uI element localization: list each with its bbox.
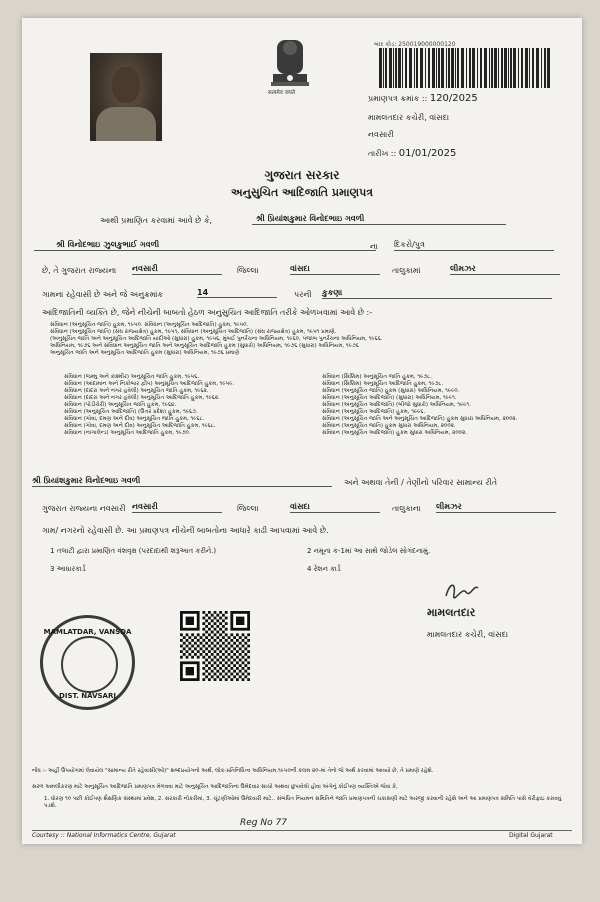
applicant-photo <box>90 53 162 141</box>
certify-text: આથી પ્રમાણિત કરવામાં આવે છે કે, <box>100 216 213 225</box>
emblem-motto: सत्यमेव जयते <box>268 90 296 96</box>
taluka-value-2: વાંસદા <box>290 502 380 513</box>
signatory-title: મામલતદાર <box>427 606 476 619</box>
note-text: નોંધ :- અહીં ઉપયોગમાં લેવાયેલ "સામાન્ય રીતે રહેવાસી(ઓ)" શબ્દપ્રયોગનો અર્થ, લોક-પ્રતિનિધિત્વ અધિનિયમ,૧૯૫૦ની કલમ ૨૦-માં તેનો જે અર્થ કરવામાં આવ્યો છે, તે પ્રમાણે રહેશે. <box>32 768 434 774</box>
father-name: શ્રી વિનોદભાઇ ઝુલકુભાઈ ગવળી <box>34 240 376 251</box>
stamp-top-text: MAMLATDAR, VANSDA <box>43 628 132 636</box>
government-title: ગુજરાત સરકાર <box>264 168 340 182</box>
certificate-number-label: પ્રમાણપત્ર ક્રમાંક :: <box>368 94 428 103</box>
certificate-title: અનુસુચિત આદિજાતિ પ્રમાણપત્ર <box>230 186 374 199</box>
signatory-office: મામલતદાર કચેરી, વાંસદા <box>427 630 509 639</box>
tribe-label: પરની <box>294 290 312 299</box>
relation: દિકરો/પુત્ર <box>394 240 554 251</box>
date-value: 01/01/2025 <box>398 148 457 159</box>
village-taluka-value: લીમઝર <box>450 264 560 275</box>
signature-icon <box>442 578 482 604</box>
of-text: ના <box>370 242 378 251</box>
state-text-2: ગુજરાત રાજ્યના નવસારી <box>42 504 126 513</box>
family-text: અને અથવા તેની / તેણીનો પરિવાર સામાન્ય રીતે <box>344 478 498 487</box>
certificate-number-value: 120/2025 <box>429 93 478 104</box>
tribe-name: કુકણા <box>322 288 552 299</box>
state-text: છે, તે ગુજરાત રાજ્યના <box>42 266 117 275</box>
date-label: તારીખ :: <box>368 149 397 158</box>
district-label-2: જિલ્લા <box>237 504 259 513</box>
document-4: 4 રેશન કાર્ડ <box>307 565 341 573</box>
issuing-office: મામલતદાર કચેરી, વાંસદા <box>368 113 450 122</box>
document-2: 2 નમૂના ક-1માં આ સાથે જોડેલ સોગંદનામું. <box>307 547 431 555</box>
orders-list: સંવિધાન (અનુસૂચિત જાતિ) હુકમ, ૧૯૫૦. સંવિધાન (અનુસૂચિત આદિજાતિ) હુકમ, ૧૯૫૦. સંવિધાન (અનુસૂચિત જાતિ) (સંઘ રાજયક્ષેત્ર) હુકમ, ૧૯૫૧, સંવિધાન (અનુસૂચિત આદિજાતિ) (સંઘ રાજયક્ષેત્ર) હુકમ, ૧૯૫૧ પ્રમાણે. (અનુસૂચિત જાતિ અને અનુસૂચિત આદિજાતિ યાદીઓ (સુધારા) હુકમ, ૧૯૫૬, મુંબઈ પુનર્રચના અધિનિયમ, ૧૯૬૦, પંજાબ પુનર્રચના અધિનિયમ, ૧૯૬૬. અધિનિયમ, ૧૯૭૬ અને સંવિધાન અનુસૂચિત જાતિ અને અનુસૂચિત આદિજાતિ હુકમ (સુધારો) અધિનિયમ, ૧૯૭૬ (સુધારા) અધિનિયમ, ૧૯૭૬ અનુસૂચિત જાતિ અને અનુસૂચિત આદિજાતિ હુકમ (સુધારા) અધિનિયમ, ૧૯૭૬ પ્રમાણે <box>50 322 383 356</box>
orders-right-column: સંવિધાન (સિક્કિમ) અનુસૂચિત જાતિ હુકમ, ૧૯૭૮. સંવિધાન (સિક્કિમ) અનુસૂચિત આદિજાતિ હુકમ, ૧૯૭૮. સંવિધાન (અનુસૂચિત જાતિ) હુકમ (સુધારા) અધિનિયમ, ૧૯૯૦. સંવિધાન (અનુસૂચિત આદિજાતિ) (સુધારા) અધિનિયમ, ૧૯૯૧. સંવિધાન (અનુસૂચિત આદિજાતિ) (બીજો સુધારો) અધિનિયમ, ૧૯૯૧. સંવિધાન (અનુસૂચિત આદિજાતિ) હુકમ, ૧૯૯૬. સંવિધાન (અનુસૂચિત જાતિ અને અનુસૂચિત આદિજાતિ) હુકમ સુધારા અધિનિયમ, ૨૦૦૨. સંવિધાન (અનુસૂચિત જાતિ) હુકમ સુધારા અધિનિયમ, ૨૦૦૨. સંવિધાન (અનુસૂચિત આદિજાતિ) હુકમ સુધારા અધિનિયમ, ૨૦૦૨. <box>322 374 518 436</box>
applicant-name: શ્રી પ્રિયાંશકુમાર વિનોદભાઇ ગવળી <box>252 214 506 225</box>
orders-left-column: સંવિધાન (જમ્મુ અને કાશ્મીર) અનુસૂચિત જાતિ હુકમ, ૧૯૫૬. સંવિધાન (આંદામાન અને નિકોબાર દ્વીપ) અનુસૂચિત આદિજાતિ હુકમ, ૧૯૫૯. સંવિધાન (દાદરા અને નગર હવેલી) અનુસૂચિત જાતિ હુકમ, ૧૯૬૨. સંવિધાન (દાદરા અને નગર હવેલી) અનુસૂચિત આદિજાતિ હુકમ, ૧૯૬૨. સંવિધાન (પોંડીચેરી) અનુસૂચિત જાતિ હુકમ, ૧૯૬૪. સંવિધાન (અનુસૂચિત આદિજાતિ) (ઉત્તર પ્રદેશ) હુકમ, ૧૯૬૭. સંવિધાન (ગોવા, દમણ અને દીવ) અનુસૂચિત જાતિ હુકમ, ૧૯૬૮. સંવિધાન (ગોવા, દમણ અને દીવ) અનુસૂચિત આદિજાતિ હુકમ, ૧૯૬૮. સંવિધાન (નાગાલેન્ડ) અનુસૂચિત આદિજાતિ હુકમ, ૧૯૭૦. <box>64 374 235 436</box>
barcode-icon <box>377 48 552 88</box>
usage-points: 1. ધોરણ ૧૦ પછી કોઈપણ શૈક્ષણિક સંસ્થામાં પ્રવેશ, 2. સરકારી નોકરીમાં, 3. ચૂંટણીઓમાં ઉમેદવારી માટે.. સંબંધિત નિયમન સમિતિને જાતિ પ્રમાણપત્રની ચકાસણી માટે અરજી કરવાની રહેશે અને આ પ્રમાણપત્ર સમિતિ પાસે વેરીફાઇ કરાવવું પડશે. <box>44 796 562 809</box>
district-value: નવસારી <box>132 264 222 275</box>
taluka-value: વાંસદા <box>290 264 380 275</box>
district-value-2: નવસારી <box>132 502 222 513</box>
district-label: જિલ્લા <box>237 266 259 275</box>
taluka-name-2: લીમઝર <box>436 502 556 513</box>
national-emblem-icon <box>267 36 313 108</box>
taluka-label: તાલુકામાં <box>392 266 421 275</box>
resident-text: ગામ/ નગરનો રહેવાસી છે. આ પ્રમાણપત્ર નીચેની બાબતોના આધારે કાઢી આપવામાં આવે છે. <box>42 526 329 535</box>
taluka-label-2: તાલુકાના <box>392 504 421 513</box>
applicant-name-repeat: શ્રી પ્રિયાંશકુમાર વિનોદભાઇ ગવળી <box>32 476 332 487</box>
recognition-text: આદિજાતિની વ્યક્તિ છે, જેને નીચેની બાબતો હેઠળ અનુસુચિત આદિજાતિ તરીકે ઓળખવામાં આવે છે :- <box>42 308 373 317</box>
serial-text: ગામના રહેવાસી છે અને જે અનુક્રમાંક <box>42 290 164 299</box>
qr-code-icon <box>180 611 250 681</box>
usage-text: સરળ અમલીકરણ માટે અનુસૂચિત આદિજાતિ પ્રમાણપત્ર મેળવવા માટે અનુસૂચિત આદિજાતિના ઉમેદવાર સાચો અથવા છુપાવેલો હોવા અંગેનું કોઈપણ વ્યક્તિએ જેવા કે, <box>32 784 398 790</box>
certificate-page <box>22 18 582 844</box>
serial-number: 14 <box>197 288 277 298</box>
official-stamp-icon <box>40 615 135 710</box>
barcode-number: બાર કોડ: 250019000000120 <box>374 41 456 48</box>
district-name: નવસારી <box>368 130 394 139</box>
digital-gujarat: Digital Gujarat <box>509 832 553 839</box>
handwritten-note: Reg No 77 <box>240 818 287 828</box>
document-3: 3 આધારકાર્ડ <box>50 565 86 573</box>
stamp-bottom-text: DIST. NAVSARI <box>59 692 116 700</box>
courtesy-text: Courtesy :: National Informatics Centre, Gujarat <box>32 832 176 839</box>
document-1: 1 તલાટી દ્વારા પ્રમાણિત વંશવૃક્ષ (પરદાદાથી શરૂઆત કરીને.) <box>50 547 217 555</box>
